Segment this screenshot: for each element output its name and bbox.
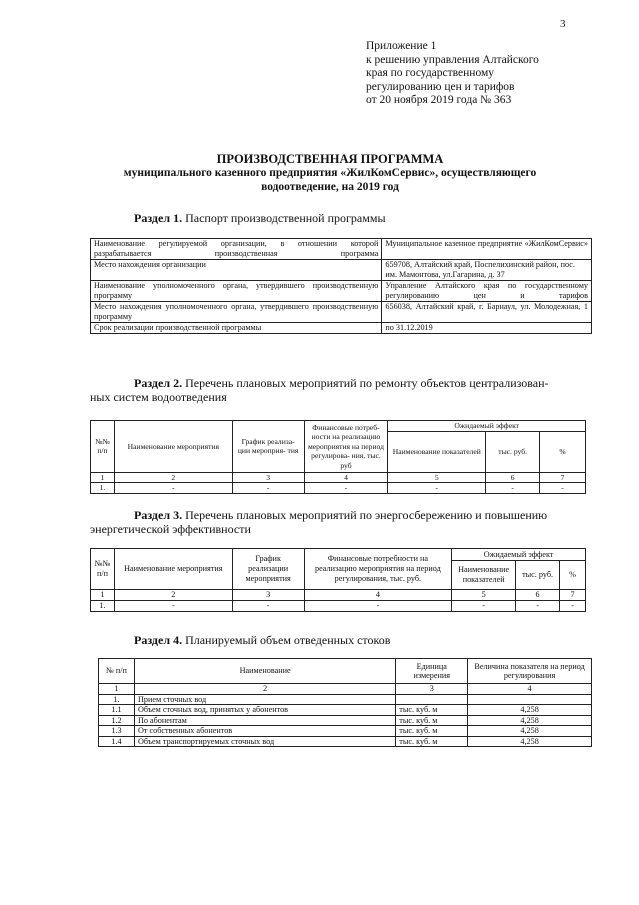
table-cell: 5 <box>452 590 516 601</box>
section2-text: Перечень плановых мероприятий по ремонту объектов централизован- <box>182 376 549 390</box>
row-name: По абонентам <box>134 715 395 726</box>
passport-value: по 31.12.2019 <box>382 323 592 334</box>
table-cell: 3 <box>396 684 468 695</box>
table-cell: 6 <box>486 472 540 483</box>
row-name: Прием сточных вод <box>134 694 395 705</box>
section2-label: Раздел 2. <box>134 376 183 390</box>
table-row <box>99 736 592 747</box>
table-row <box>91 281 592 302</box>
table-row <box>99 684 592 695</box>
table-row <box>91 323 592 334</box>
table-row <box>99 715 592 726</box>
annex-line: Приложение 1 <box>366 40 437 52</box>
table-cell: 7 <box>540 472 586 483</box>
table-row <box>91 601 586 612</box>
row-unit: тыс. куб. м <box>396 715 468 726</box>
row-name: Объем транспортируемых сточных вод <box>134 736 395 747</box>
annex-line: к решению управления Алтайского <box>366 53 539 66</box>
row-num: 1.1 <box>99 705 135 716</box>
row-num: 1.4 <box>99 736 135 747</box>
passport-value: 659708, Алтайский край, Поспелихинский район, пос. им. Мамонтова, ул.Гагарина, д. 37 <box>382 260 592 281</box>
annex-line: края по государственному <box>366 67 494 80</box>
table-header-row <box>99 659 592 684</box>
passport-key: Место нахождения организации <box>91 260 382 281</box>
table-row <box>99 726 592 737</box>
table-cell: - <box>452 601 516 612</box>
table-cell: - <box>232 601 304 612</box>
row-unit: тыс. куб. м <box>396 705 468 716</box>
table-cell: - <box>486 483 540 494</box>
row-value: 4,258 <box>468 705 592 716</box>
section4-heading <box>134 633 390 648</box>
passport-key: Наименование регулируемой организации, в отношении которой разрабатывается производственная программа <box>91 239 382 260</box>
passport-table <box>90 238 592 334</box>
table-cell: 2 <box>134 684 395 695</box>
col-header-schedule: График реализа- ции мероприя- тия <box>232 421 304 473</box>
col-header-indicator: Наименование показателей <box>452 561 516 590</box>
wastewater-volume-table <box>98 658 592 747</box>
passport-key: Срок реализации производственной программы <box>91 323 382 334</box>
row-num: 1. <box>99 694 135 705</box>
col-header-indicator: Наименование показателей <box>388 431 486 472</box>
col-header-effect: Ожидаемый эффект <box>388 421 586 432</box>
section4-label: Раздел 4. <box>134 633 183 647</box>
table-cell: - <box>304 601 452 612</box>
col-header-name: Наименование <box>134 659 395 684</box>
table-cell: 7 <box>560 590 586 601</box>
col-header-finance: Финансовые потреб- ности на реализацию мероприятия на период регулирова- ния, тыс. руб <box>304 421 388 473</box>
col-header-finance: Финансовые потребности на реализацию мероприятия на период регулирования, тыс. руб. <box>304 549 452 590</box>
row-value: 4,258 <box>468 715 592 726</box>
table-cell: - <box>388 483 486 494</box>
passport-value: 656038, Алтайский край, г. Барнаул, ул. Молодежная, 1 <box>382 302 592 323</box>
title-line-1: ПРОИЗВОДСТВЕННАЯ ПРОГРАММА <box>216 152 444 166</box>
col-header-num: №№ п/п <box>91 549 115 590</box>
table-row <box>91 590 586 601</box>
table-row <box>91 302 592 323</box>
table-row <box>91 472 586 483</box>
col-header-name: Наименование мероприятия <box>114 549 232 590</box>
annex-line: от 20 ноября 2019 года № 363 <box>366 94 512 107</box>
row-num: 1.2 <box>99 715 135 726</box>
table-cell: 4 <box>304 590 452 601</box>
table-cell: - <box>232 483 304 494</box>
col-header-pct: % <box>540 431 586 472</box>
table-cell: - <box>560 601 586 612</box>
row-name: Объем сточных вод, принятых у абонентов <box>134 705 395 716</box>
table-cell: 5 <box>388 472 486 483</box>
section3-text: Перечень плановых мероприятий по энергосбережению и повышению <box>182 508 548 522</box>
row-value <box>468 694 592 705</box>
table-cell: 4 <box>304 472 388 483</box>
table-cell: 6 <box>516 590 560 601</box>
table-cell: 2 <box>114 472 232 483</box>
table-cell: 3 <box>232 590 304 601</box>
table-row <box>99 705 592 716</box>
section4-text: Планируемый объем отведенных стоков <box>182 633 391 647</box>
table-cell: - <box>540 483 586 494</box>
table-cell: 1 <box>99 684 135 695</box>
section2-text-2: ных систем водоотведения <box>90 390 227 404</box>
table-cell: 1 <box>91 590 115 601</box>
section1-label: Раздел 1. <box>134 211 183 225</box>
row-name: От собственных абонентов <box>134 726 395 737</box>
col-header-schedule: График реализации мероприятия <box>232 549 304 590</box>
col-header-name: Наименование мероприятия <box>114 421 232 473</box>
section3-heading <box>90 508 592 536</box>
annex-line: регулированию цен и тарифов <box>366 80 515 93</box>
table-cell: - <box>114 483 232 494</box>
row-unit: тыс. куб. м <box>396 726 468 737</box>
table-cell: 4 <box>468 684 592 695</box>
title-line-3: водоотведение, на 2019 год <box>261 181 399 193</box>
document-title <box>60 152 600 194</box>
repair-measures-table <box>90 420 586 494</box>
table-cell: - <box>304 483 388 494</box>
section3-label: Раздел 3. <box>134 508 183 522</box>
row-value: 4,258 <box>468 736 592 747</box>
table-cell: 2 <box>114 590 232 601</box>
table-row <box>91 260 592 281</box>
page-number: 3 <box>560 18 566 30</box>
table-header-row <box>91 549 586 561</box>
row-unit: тыс. куб. м <box>396 736 468 747</box>
energy-measures-table <box>90 548 586 612</box>
annex-header <box>366 40 596 108</box>
col-header-thous: тыс. руб. <box>486 431 540 472</box>
row-unit <box>396 694 468 705</box>
passport-key: Место нахождения уполномоченного органа, утвердившего производственную программу <box>91 302 382 323</box>
section1-heading <box>134 211 386 226</box>
section3-text-2: энергетической эффективности <box>90 522 251 536</box>
table-cell: 1 <box>91 472 115 483</box>
table-cell: - <box>516 601 560 612</box>
col-header-value: Величина показателя на период регулирования <box>468 659 592 684</box>
passport-key: Наименование уполномоченного органа, утвердившего производственную программу <box>91 281 382 302</box>
table-row <box>91 239 592 260</box>
table-cell: 1. <box>91 483 115 494</box>
table-cell: 1. <box>91 601 115 612</box>
section1-text: Паспорт производственной программы <box>182 211 386 225</box>
passport-value: Муниципальное казенное предприятие «ЖилКомСервис» <box>382 239 592 260</box>
col-header-num: №№ п/п <box>91 421 115 473</box>
table-header-row <box>91 421 586 432</box>
section2-heading <box>90 376 592 404</box>
table-cell: - <box>114 601 232 612</box>
table-cell: 3 <box>232 472 304 483</box>
table-row <box>91 483 586 494</box>
col-header-thous: тыс. руб. <box>516 561 560 590</box>
col-header-num: № п/п <box>99 659 135 684</box>
row-value: 4,258 <box>468 726 592 737</box>
passport-value: Управление Алтайского края по государственному регулированию цен и тарифов <box>382 281 592 302</box>
title-line-2: муниципального казенного предприятия «ЖилКомСервис», осуществляющего <box>123 167 537 179</box>
col-header-unit: Единица измерения <box>396 659 468 684</box>
table-row <box>99 694 592 705</box>
col-header-pct: % <box>560 561 586 590</box>
col-header-effect: Ожидаемый эффект <box>452 549 586 561</box>
row-num: 1.3 <box>99 726 135 737</box>
